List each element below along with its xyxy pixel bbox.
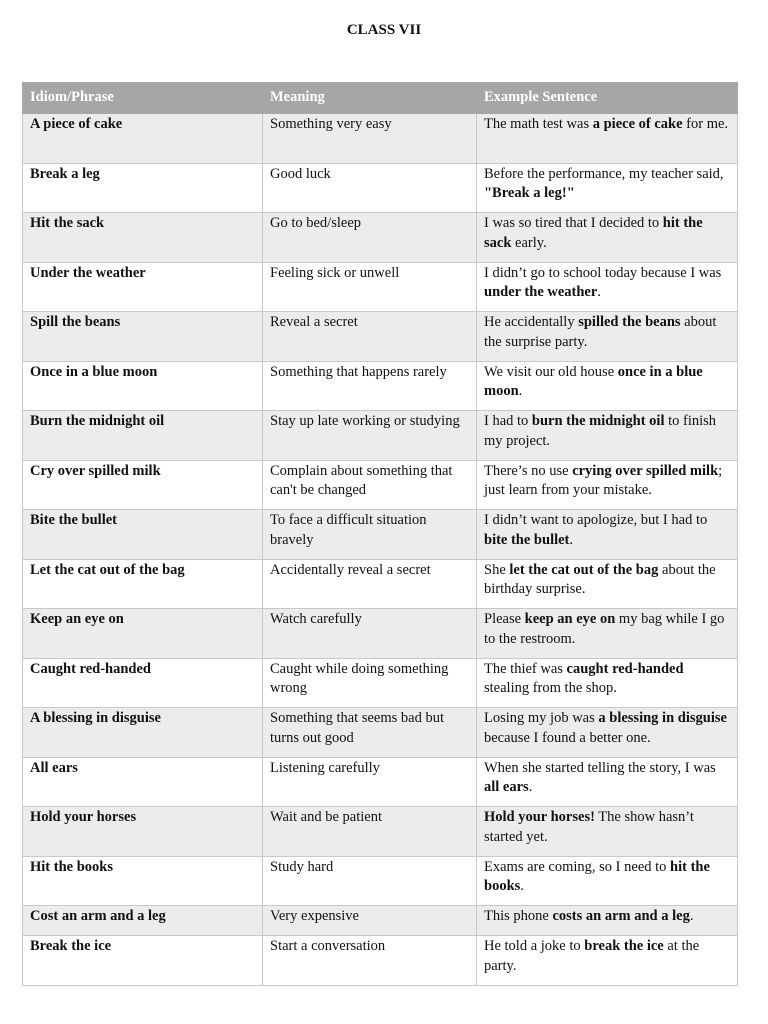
table-row	[23, 213, 738, 263]
table-row	[23, 361, 738, 411]
example-pre: I was so tired that I decided to	[484, 215, 663, 231]
table-header-row	[23, 83, 738, 114]
example-cell	[477, 609, 738, 659]
table-row	[23, 411, 738, 461]
example-post: .	[569, 531, 574, 548]
example-cell	[477, 757, 738, 807]
example-bold: costs an arm and a leg	[552, 908, 690, 924]
example-bold: once in a blue moon	[484, 363, 703, 399]
table-row	[23, 757, 738, 807]
example-post: at the party.	[484, 938, 700, 974]
example-bold: break the ice	[584, 938, 664, 954]
example-bold: Hold your horses!	[484, 809, 595, 825]
header-meaning: Meaning	[263, 83, 477, 114]
example-pre: When she started telling the story, I was	[484, 759, 716, 776]
example-bold: bite the bullet	[484, 531, 570, 548]
example-post: for me.	[682, 116, 729, 132]
table-row	[23, 609, 738, 659]
meaning-cell: Something that happens rarely	[263, 361, 477, 411]
meaning-cell: To face a difficult situation bravely	[263, 510, 477, 560]
example-cell	[477, 856, 738, 906]
example-post: The show hasn’t started yet.	[484, 809, 694, 845]
idiom-cell: Caught red-handed	[23, 658, 263, 708]
example-pre: The thief was	[484, 660, 567, 677]
example-post: .	[597, 284, 601, 300]
table-row	[23, 936, 738, 986]
example-bold: hit the sack	[484, 215, 703, 251]
idiom-cell: Cost an arm and a leg	[23, 906, 263, 936]
idiom-cell: Cry over spilled milk	[23, 460, 263, 510]
table-row	[23, 658, 738, 708]
meaning-cell: Stay up late working or studying	[263, 411, 477, 461]
example-cell	[477, 936, 738, 986]
example-post: stealing from the shop.	[484, 680, 617, 696]
meaning-cell: Watch carefully	[263, 609, 477, 659]
example-post: my bag while I go to the restroom.	[484, 611, 725, 647]
idiom-cell: All ears	[23, 757, 263, 807]
example-bold: let the cat out of the bag	[509, 561, 659, 578]
example-pre: He accidentally	[484, 314, 579, 330]
meaning-cell: Study hard	[263, 856, 477, 906]
example-cell	[477, 906, 738, 936]
example-cell	[477, 559, 738, 609]
example-pre: We visit our old house	[484, 363, 618, 380]
example-post: early.	[511, 234, 547, 251]
meaning-cell: Something very easy	[263, 114, 477, 164]
meaning-cell: Something that seems bad but turns out good	[263, 708, 477, 758]
example-bold: burn the midnight oil	[531, 413, 665, 429]
example-post: because I found a better one.	[484, 729, 651, 746]
example-pre: This phone	[484, 908, 553, 924]
table-row	[23, 312, 738, 362]
idiom-cell: Hold your horses	[23, 807, 263, 857]
example-pre: He told a joke to	[484, 938, 585, 954]
idiom-cell: Let the cat out of the bag	[23, 559, 263, 609]
example-bold: spilled the beans	[578, 314, 681, 330]
example-bold: crying over spilled milk	[572, 462, 719, 479]
meaning-cell: Complain about something that can't be changed	[263, 460, 477, 510]
example-post: to finish my project.	[484, 413, 717, 449]
example-pre: I had to	[484, 413, 532, 429]
table-body	[23, 114, 738, 986]
example-post: .	[689, 908, 694, 924]
example-post: about the surprise party.	[484, 314, 717, 350]
idiom-cell: Hit the books	[23, 856, 263, 906]
example-post: about the birthday surprise.	[484, 561, 716, 597]
example-cell	[477, 708, 738, 758]
example-cell	[477, 807, 738, 857]
idiom-cell: A piece of cake	[23, 114, 263, 164]
example-cell	[477, 213, 738, 263]
example-pre: Exams are coming, so I need to	[484, 858, 671, 875]
example-post: .	[528, 779, 533, 795]
table-row	[23, 114, 738, 164]
meaning-cell: Listening carefully	[263, 757, 477, 807]
example-pre: The math test was	[484, 116, 593, 132]
idiom-cell: Once in a blue moon	[23, 361, 263, 411]
idiom-cell: A blessing in disguise	[23, 708, 263, 758]
table-row	[23, 163, 738, 213]
example-post: .	[518, 383, 523, 399]
meaning-cell: Caught while doing something wrong	[263, 658, 477, 708]
example-bold: a piece of cake	[592, 116, 683, 132]
table-row	[23, 510, 738, 560]
example-cell	[477, 361, 738, 411]
example-pre: I didn’t go to school today because I was	[484, 264, 722, 281]
page-title: CLASS VII	[346, 22, 422, 38]
header-idiom: Idiom/Phrase	[23, 83, 263, 114]
table-row	[23, 708, 738, 758]
example-bold: all ears	[484, 779, 529, 795]
table-row	[23, 262, 738, 312]
meaning-cell: Accidentally reveal a secret	[263, 559, 477, 609]
idioms-table	[22, 82, 738, 986]
example-pre: There’s no use	[484, 462, 573, 479]
idiom-cell: Spill the beans	[23, 312, 263, 362]
example-bold: a blessing in disguise	[598, 710, 727, 726]
meaning-cell: Reveal a secret	[263, 312, 477, 362]
table-row	[23, 856, 738, 906]
example-pre: Losing my job was	[484, 710, 599, 726]
example-post: ; just learn from your mistake.	[484, 462, 723, 498]
example-cell	[477, 163, 738, 213]
idiom-cell: Break the ice	[23, 936, 263, 986]
example-cell	[477, 411, 738, 461]
meaning-cell: Feeling sick or unwell	[263, 262, 477, 312]
meaning-cell: Wait and be patient	[263, 807, 477, 857]
idiom-cell: Break a leg	[23, 163, 263, 213]
idiom-cell: Bite the bullet	[23, 510, 263, 560]
example-bold: "Break a leg!"	[484, 185, 575, 201]
meaning-cell: Start a conversation	[263, 936, 477, 986]
example-cell	[477, 114, 738, 164]
example-post: .	[520, 878, 524, 894]
example-pre: Please	[484, 611, 525, 627]
meaning-cell: Good luck	[263, 163, 477, 213]
table-row	[23, 460, 738, 510]
idiom-cell: Keep an eye on	[23, 609, 263, 659]
example-bold: caught red-handed	[566, 660, 684, 677]
example-bold: under the weather	[484, 284, 598, 300]
example-cell	[477, 312, 738, 362]
idiom-cell: Burn the midnight oil	[23, 411, 263, 461]
meaning-cell: Very expensive	[263, 906, 477, 936]
idiom-cell: Under the weather	[23, 262, 263, 312]
example-pre: I didn’t want to apologize, but I had to	[484, 512, 708, 528]
example-cell	[477, 510, 738, 560]
idiom-cell: Hit the sack	[23, 213, 263, 263]
table-row	[23, 559, 738, 609]
table-row	[23, 906, 738, 936]
example-cell	[477, 262, 738, 312]
example-pre: Before the performance, my teacher said,	[484, 165, 724, 182]
header-example: Example Sentence	[477, 83, 738, 114]
example-bold: keep an eye on	[524, 611, 616, 627]
meaning-cell: Go to bed/sleep	[263, 213, 477, 263]
example-pre: She	[484, 561, 510, 578]
example-bold: hit the books	[484, 858, 710, 894]
example-cell	[477, 658, 738, 708]
table-row	[23, 807, 738, 857]
example-cell	[477, 460, 738, 510]
